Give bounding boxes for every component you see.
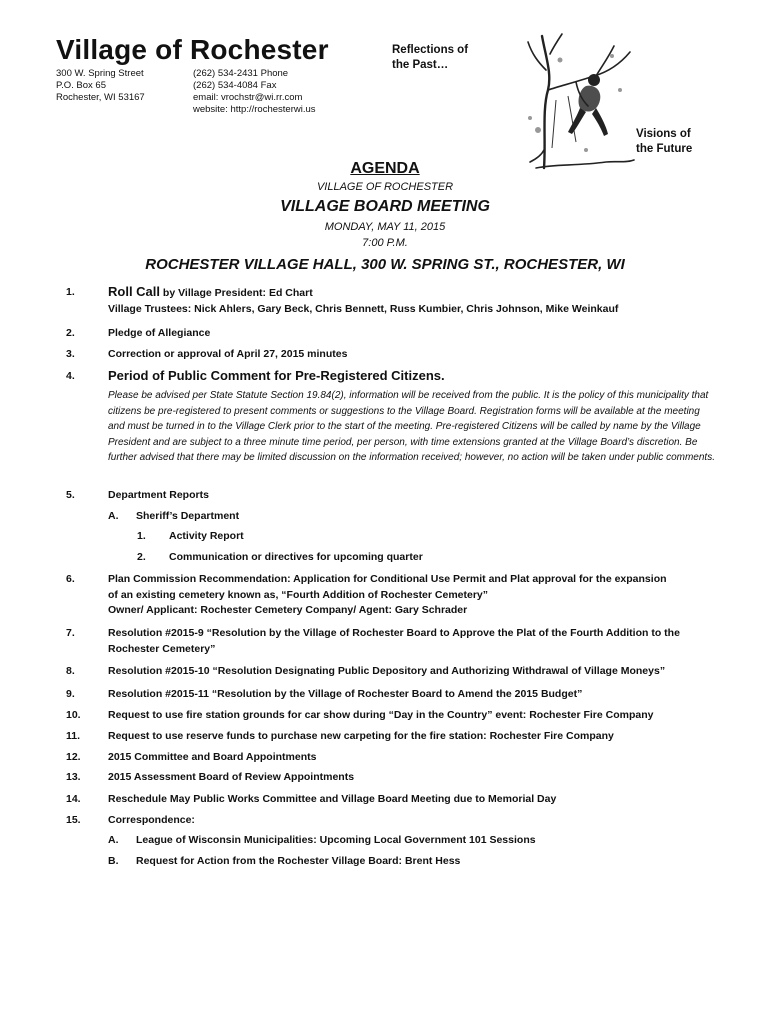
agenda-item-correspondence: Correspondence: (108, 814, 195, 826)
item-number: 12. (66, 751, 81, 763)
agenda-item-resolution-2015-11: Resolution #2015-11 “Resolution by the Village of Rochester Board to Amend the 2015 Budget” (108, 688, 583, 700)
village-trustees: Village Trustees: Nick Ahlers, Gary Beck, Chris Bennett, Russ Kumbier, Chris Johnson, Mike Weinkauf (108, 303, 619, 315)
meeting-time: 7:00 P.M. (362, 237, 408, 249)
item-number: 13. (66, 771, 81, 783)
item-number: 3. (66, 348, 75, 360)
item-line: Owner/ Applicant: Rochester Cemetery Company/ Agent: Gary Schrader (108, 604, 468, 616)
slogan-reflections (392, 43, 468, 73)
item-number: 5. (66, 489, 75, 501)
agenda-heading: AGENDA (350, 160, 420, 177)
item-title: Roll Call (108, 284, 161, 299)
meeting-title: VILLAGE BOARD MEETING (280, 198, 490, 215)
slogan-line: the Past… (392, 59, 449, 71)
sub-item-letter: A. (108, 834, 119, 846)
website-line: website: http://rochesterwi.us (193, 104, 316, 115)
item-number: 9. (66, 688, 75, 700)
slogan-line: Reflections of (392, 44, 469, 56)
item-number: 4. (66, 370, 75, 382)
item-line: of an existing cemetery known as, “Fourth Addition of Rochester Cemetery” (108, 588, 489, 601)
sub-item-letter: A. (108, 510, 119, 522)
slogan-line: Visions of (636, 128, 691, 140)
agenda-item-carpeting: Request to use reserve funds to purchase new carpeting for the fire station: Rochester Fire Company (108, 730, 614, 742)
public-comment-notice: Please be advised per State Statute Section 19.84(2), information will be received from the public. It is the policy of this municipality that citizens be pre-registered to present comments or suggestions to the Village Board. Registration forms will be available at the meeting and must be turned in to the Village Clerk prior to the start of the meeting. Pre-registered Citizens will be called by name by the Village President and are subject to a three minute time period, per person, with time extensions granted at the Village Board’s discretion. Be further advised that there may be limited discussion on the information received; however, no action will be taken under public comments. (108, 390, 715, 464)
village-name-heading: VILLAGE OF ROCHESTER (316, 181, 454, 193)
item-number: 7. (66, 627, 75, 639)
sub-item-sheriff: Sheriff’s Department (136, 510, 240, 522)
agenda-item-plan-commission (108, 572, 713, 619)
item-number: 10. (66, 709, 81, 721)
item-number: 2. (66, 327, 75, 339)
item-number: 1. (66, 286, 75, 298)
agenda-item-car-show: Request to use fire station grounds for car show during “Day in the Country” event: Rochester Fire Company (108, 709, 654, 721)
agenda-item-roll-call (108, 284, 713, 302)
sub-item-league: League of Wisconsin Municipalities: Upcoming Local Government 101 Sessions (136, 834, 536, 846)
item-number: 11. (66, 730, 81, 742)
agenda-item-resolution-2015-10: Resolution #2015-10 “Resolution Designating Public Depository and Authorizing Withdrawal of Village Moneys” (108, 665, 666, 677)
meeting-location: ROCHESTER VILLAGE HALL, 300 W. SPRING ST., ROCHESTER, WI (145, 256, 625, 273)
sub-sub-item-activity-report: Activity Report (169, 530, 244, 542)
slogan-line: the Future (636, 143, 693, 155)
meeting-date: MONDAY, MAY 11, 2015 (324, 221, 446, 233)
address-line: 300 W. Spring Street (56, 68, 144, 79)
item-number: 14. (66, 793, 81, 805)
item-number: 6. (66, 573, 75, 585)
slogan-visions (636, 127, 692, 157)
village-contact (193, 68, 316, 116)
fax-line: (262) 534-4084 Fax (193, 80, 277, 91)
agenda-item-minutes: Correction or approval of April 27, 2015 minutes (108, 348, 348, 360)
email-line: email: vrochstr@wi.rr.com (193, 92, 303, 103)
item-line: Plan Commission Recommendation: Application for Conditional Use Permit and Plat approval for the expansion (108, 573, 667, 585)
item-line: Resolution #2015-9 “Resolution by the Village of Rochester Board to Approve the Plat of the Fourth Addition to the (108, 627, 680, 639)
address-line: Rochester, WI 53167 (56, 92, 145, 103)
item-number: 8. (66, 665, 75, 677)
sub-sub-item-number: 2. (137, 551, 146, 563)
agenda-item-resolution-2015-9 (108, 626, 713, 657)
sub-item-brent-hess: Request for Action from the Rochester Village Board: Brent Hess (136, 855, 461, 867)
phone-line: (262) 534-2431 Phone (193, 68, 289, 79)
agenda-item-assessment-board: 2015 Assessment Board of Review Appointments (108, 771, 355, 783)
agenda-item-department-reports: Department Reports (108, 489, 209, 501)
item-line: Rochester Cemetery” (108, 642, 216, 655)
agenda-item-public-comment: Period of Public Comment for Pre-Registered Citizens. (108, 368, 445, 383)
sub-sub-item-number: 1. (137, 530, 146, 542)
tree-swing-illustration-icon (516, 30, 636, 170)
address-line: P.O. Box 65 (56, 80, 106, 91)
agenda-item-appointments: 2015 Committee and Board Appointments (108, 751, 317, 763)
item-title-rest: by Village President: Ed Chart (160, 287, 313, 299)
agenda-item-pledge: Pledge of Allegiance (108, 327, 211, 339)
agenda-item-reschedule: Reschedule May Public Works Committee and Village Board Meeting due to Memorial Day (108, 793, 557, 805)
village-address (56, 68, 145, 104)
sub-item-letter: B. (108, 855, 119, 867)
sub-sub-item-communication: Communication or directives for upcoming quarter (169, 551, 423, 563)
item-number: 15. (66, 814, 81, 826)
village-title: Village of Rochester (56, 34, 329, 65)
